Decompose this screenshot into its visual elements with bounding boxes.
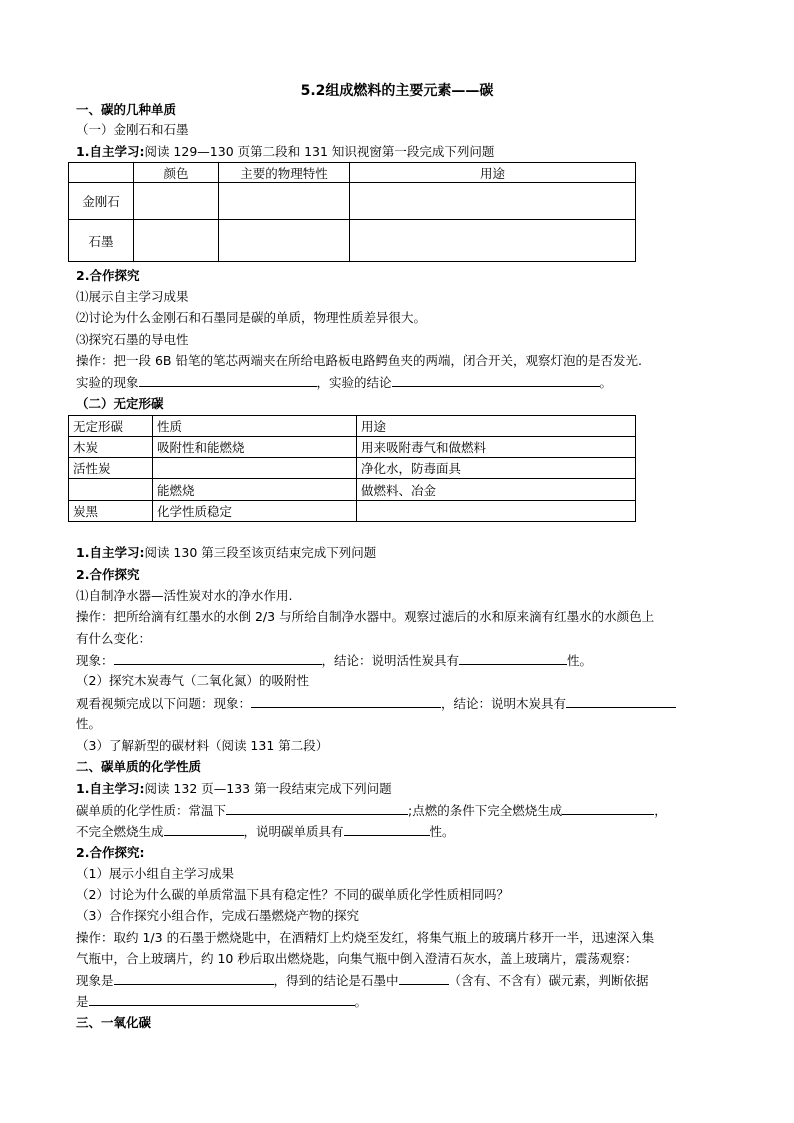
coop-item: ⑶探究石墨的导电性	[76, 332, 189, 347]
coop-item: （2）探究木炭毒气（二氧化氮）的吸附性	[76, 673, 309, 688]
video-line	[76, 694, 676, 713]
table-header-cell: 用途	[350, 163, 636, 183]
table-cell: 炭黑	[69, 501, 153, 522]
answer-blank[interactable]	[251, 694, 441, 708]
experiment-result-line	[76, 373, 612, 392]
label-text: 现象：	[76, 653, 114, 668]
section-1-heading: 一、碳的几种单质	[76, 102, 177, 117]
label-text: 现象是	[76, 973, 114, 988]
label-text: 。	[599, 375, 613, 390]
coop-heading: 2.合作探究	[76, 567, 140, 582]
label-text: 性。	[429, 824, 455, 839]
page-title: 5.2组成燃料的主要元素——碳	[300, 83, 494, 99]
section-2-heading: 二、碳单质的化学性质	[76, 759, 202, 774]
operation-text: 有什么变化：	[76, 631, 152, 646]
coop-item: （1）展示小组自主学习成果	[76, 866, 234, 881]
table-cell[interactable]	[350, 183, 636, 220]
label-text: 性。	[567, 653, 593, 668]
phenomenon-line	[76, 651, 592, 670]
answer-blank[interactable]	[139, 373, 317, 387]
answer-blank[interactable]	[566, 694, 676, 708]
operation-text: 操作：取约 1/3 的石墨于燃烧匙中，在酒精灯上灼烧至发红，将集气瓶上的玻璃片移开一半，迅速深入集	[76, 930, 655, 945]
self-study-3	[76, 780, 392, 798]
label-text: 是	[76, 994, 89, 1009]
table-cell: 做燃料、冶金	[357, 479, 636, 501]
self-study-text: 阅读 130 第三段至该页结束完成下列问题	[144, 545, 377, 560]
coop-item: ⑴自制净水器—活性炭对水的净水作用.	[76, 588, 293, 603]
self-study-label: 1.自主学习:	[76, 781, 145, 796]
section-3-heading: 三、一氧化碳	[76, 1015, 152, 1030]
self-study-label: 1.自主学习:	[76, 545, 145, 560]
answer-blank[interactable]	[562, 801, 654, 815]
self-study-label: 1.自主学习:	[76, 144, 145, 159]
table-cell: 木炭	[69, 437, 153, 458]
coop-item: （3）合作探究小组合作，完成石墨燃烧产物的探究	[76, 908, 359, 923]
coop-item: ⑴展示自主学习成果	[76, 289, 189, 304]
chemical-property-line-2	[76, 822, 455, 841]
coop-item: ⑵讨论为什么金刚石和石墨同是碳的单质，物理性质差异很大。	[76, 310, 427, 325]
table-cell[interactable]	[350, 220, 636, 262]
table-header-cell	[69, 163, 134, 183]
operation-text: 操作：把所给滴有红墨水的水倒 2/3 与所给自制净水器中。观察过滤后的水和原来滴有红墨水的水颜色上	[76, 609, 655, 624]
label-text: ，结论：说明木炭具有	[441, 696, 567, 711]
operation-text: 操作：把一段 6B 铅笔的笔芯两端夹在所给电路板电路鳄鱼夹的两端，闭合开关，观察灯泡的是否发光.	[76, 353, 642, 368]
answer-blank[interactable]	[459, 651, 567, 665]
table-header-cell: 用途	[357, 416, 636, 437]
subsection-amorphous-carbon: （二）无定形碳	[76, 396, 164, 411]
label-text: ，结论：说明活性炭具有	[321, 653, 460, 668]
answer-blank[interactable]	[89, 992, 355, 1006]
table-cell: 用来吸附毒气和做燃料	[357, 437, 636, 458]
table-cell[interactable]	[134, 220, 219, 262]
self-study-2	[76, 544, 376, 562]
table-cell: 能燃烧	[153, 479, 357, 501]
label-text: 碳单质的化学性质：常温下	[76, 803, 227, 818]
table-diamond-graphite	[68, 162, 636, 262]
table-cell-blank[interactable]	[153, 458, 357, 479]
chemical-property-line	[76, 801, 667, 820]
table-row-label: 石墨	[69, 220, 134, 262]
label-text: ，实验的结论	[316, 375, 392, 390]
coop-heading: 2.合作探究	[76, 268, 140, 283]
table-header-cell: 主要的物理特性	[219, 163, 350, 183]
answer-blank[interactable]	[399, 971, 449, 985]
answer-blank[interactable]	[164, 822, 244, 836]
coop-item: （2）讨论为什么碳的单质常温下具有稳定性？不同的碳单质化学性质相同吗？	[76, 887, 509, 902]
self-study-text: 阅读 132 页—133 第一段结束完成下列问题	[144, 781, 392, 796]
table-amorphous-carbon	[68, 415, 636, 522]
label-text: 实验的现象	[76, 375, 139, 390]
table-row-label: 金刚石	[69, 183, 134, 220]
label-text: （含有、不含有）碳元素，判断依据	[448, 973, 649, 988]
answer-blank[interactable]	[344, 822, 430, 836]
table-cell[interactable]	[219, 183, 350, 220]
table-cell: 净化水，防毒面具	[357, 458, 636, 479]
label-text: 观看视频完成以下问题：现象：	[76, 696, 252, 711]
label-text: ，说明碳单质具有	[243, 824, 344, 839]
table-cell-blank[interactable]	[69, 479, 153, 501]
table-cell: 化学性质稳定	[153, 501, 357, 522]
table-cell[interactable]	[219, 220, 350, 262]
label-text: 不完全燃烧生成	[76, 824, 164, 839]
table-header-cell: 无定形碳	[69, 416, 153, 437]
video-line-end: 性。	[76, 716, 102, 731]
label-text: ，得到的结论是石墨中	[273, 973, 399, 988]
answer-blank[interactable]	[114, 971, 274, 985]
operation-text: 气瓶中，合上玻璃片，约 10 秒后取出燃烧匙，向集气瓶中倒入澄清石灰水，盖上玻璃片，震荡观察：	[76, 951, 638, 966]
table-cell: 吸附性和能燃烧	[153, 437, 357, 458]
answer-blank[interactable]	[114, 651, 322, 665]
self-study-text: 阅读 129—130 页第二段和 131 知识视窗第一段完成下列问题	[144, 144, 495, 159]
table-cell[interactable]	[134, 183, 219, 220]
coop-heading: 2.合作探究:	[76, 845, 145, 860]
coop-item: （3）了解新型的碳材料（阅读 131 第二段）	[76, 738, 329, 753]
table-cell-blank[interactable]	[357, 501, 636, 522]
label-text: 。	[354, 994, 368, 1009]
result-line-2	[76, 992, 367, 1011]
result-line	[76, 971, 649, 990]
answer-blank[interactable]	[392, 373, 600, 387]
subsection-diamond-graphite: （一）金刚石和石墨	[76, 122, 189, 137]
label-text: ，	[654, 803, 667, 818]
table-header-cell: 颜色	[134, 163, 219, 183]
self-study-1	[76, 143, 494, 161]
table-cell: 活性炭	[69, 458, 153, 479]
label-text: ;点燃的条件下完全燃烧生成	[408, 803, 563, 818]
table-header-cell: 性质	[153, 416, 357, 437]
answer-blank[interactable]	[226, 801, 408, 815]
